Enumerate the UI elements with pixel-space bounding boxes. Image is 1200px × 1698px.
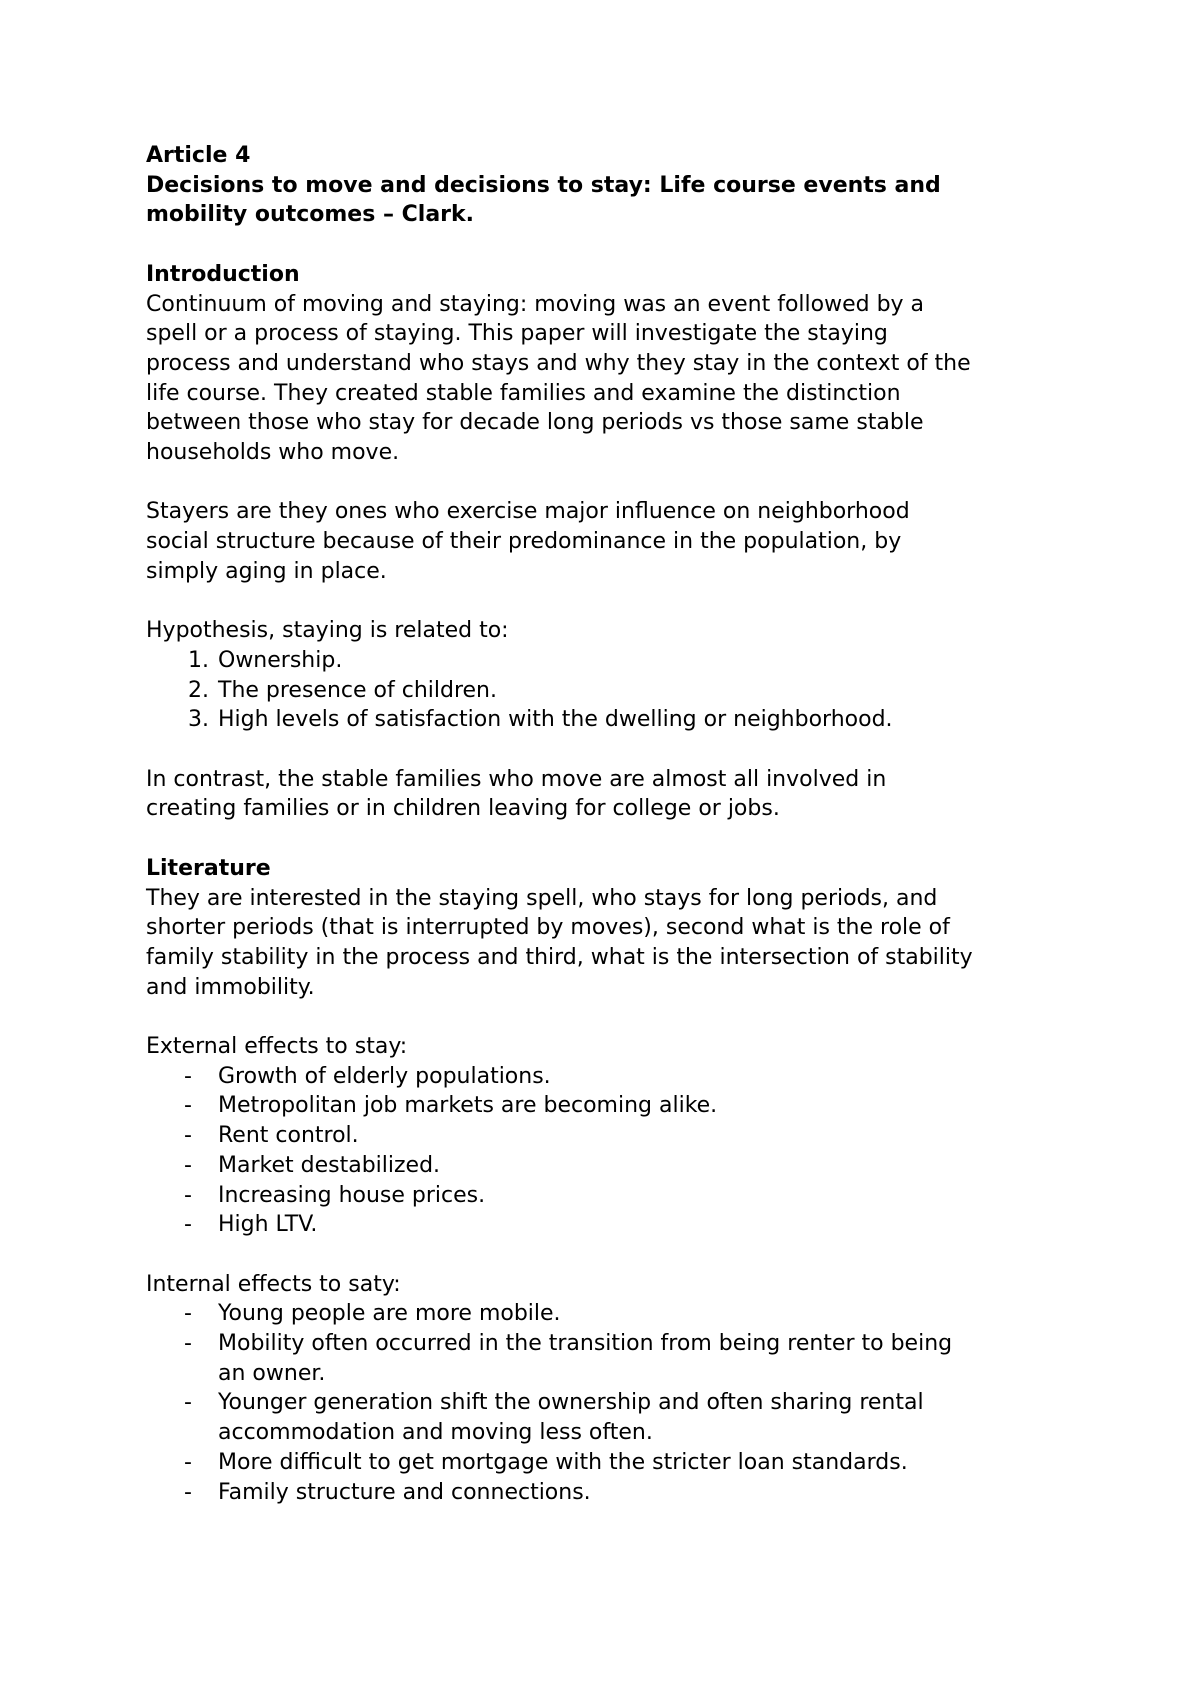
list-item [146,1448,1086,1478]
text-line: Continuum of moving and staying: moving was an event followed by a [146,291,925,317]
list-item-text: Growth of elderly populations. [218,1063,551,1089]
dash-bullet: - [184,1063,192,1089]
text-line: life course. They created stable families and examine the distinction [146,380,901,406]
text-line: social structure because of their predominance in the population, by [146,529,902,555]
list-item [146,1091,1086,1121]
list-item-text: an owner. [218,1360,326,1386]
dash-bullet: - [184,1479,192,1505]
text-line: spell or a process of staying. This paper will investigate the staying [146,321,888,347]
dash-bullet: - [184,1093,192,1119]
text-line: between those who stay for decade long periods vs those same stable [146,410,924,436]
text-line: households who move. [146,440,400,466]
literature-heading: Literature [146,855,271,881]
list-item-text: Family structure and connections. [218,1479,591,1505]
list-item [146,1329,1086,1388]
list-item [146,1388,1086,1447]
dash-bullet: - [184,1182,192,1208]
list-item-text: Increasing house prices. [218,1182,486,1208]
list-item-text: Market destabilized. [218,1152,441,1178]
list-item-text: High levels of satisfaction with the dwelling or neighborhood. [218,707,893,733]
list-number: 2. [188,677,209,703]
text-line: They are interested in the staying spell, who stays for long periods, and [146,885,938,911]
dash-bullet: - [184,1123,192,1149]
list-number: 1. [188,647,209,673]
list-item-text: Metropolitan job markets are becoming alike. [218,1093,718,1119]
text-line: and immobility. [146,974,315,1000]
list-item-text: Rent control. [218,1123,359,1149]
stayers-paragraph [146,497,1086,586]
text-line: process and understand who stays and why they stay in the context of the [146,350,971,376]
text-line: creating families or in children leaving for college or jobs. [146,796,780,822]
hypothesis-list [146,646,1086,735]
list-item [146,646,1086,676]
list-item [146,1210,1086,1240]
text-line: simply aging in place. [146,558,387,584]
document-page [146,141,1086,1507]
list-item-text: Mobility often occurred in the transition from being renter to being [218,1331,953,1357]
hypothesis-intro: Hypothesis, staying is related to: [146,618,509,644]
article-title-line: Decisions to move and decisions to stay: Life course events and [146,172,941,198]
text-line: In contrast, the stable families who move are almost all involved in [146,766,887,792]
internal-effects-intro: Internal effects to saty: [146,1271,401,1297]
list-item [146,1181,1086,1211]
article-number: Article 4 [146,143,251,168]
dash-bullet: - [184,1152,192,1178]
dash-bullet: - [184,1331,192,1357]
dash-bullet: - [184,1390,192,1416]
list-item [146,705,1086,735]
text-line: Stayers are they ones who exercise major influence on neighborhood [146,499,910,525]
contrast-paragraph [146,765,1086,824]
list-item-text: Younger generation shift the ownership and often sharing rental [218,1390,924,1416]
internal-effects-list [146,1299,1086,1507]
introduction-paragraph [146,290,1086,468]
text-line: family stability in the process and third, what is the intersection of stability [146,944,973,970]
external-effects-intro: External effects to stay: [146,1034,408,1059]
list-item-text: Ownership. [218,647,343,673]
dash-bullet: - [184,1301,192,1327]
literature-paragraph [146,884,1086,1003]
list-item [146,1151,1086,1181]
list-item-text: accommodation and moving less often. [218,1420,653,1446]
external-effects-list [146,1062,1086,1240]
list-item-text: Young people are more mobile. [218,1301,561,1327]
list-item [146,1478,1086,1508]
dash-bullet: - [184,1212,192,1238]
list-item [146,676,1086,706]
list-item [146,1299,1086,1329]
list-number: 3. [188,707,209,733]
list-item-text: The presence of children. [218,677,497,703]
list-item [146,1062,1086,1092]
dash-bullet: - [184,1449,192,1475]
list-item-text: More difficult to get mortgage with the stricter loan standards. [218,1449,908,1475]
introduction-heading: Introduction [146,261,300,287]
list-item [146,1121,1086,1151]
list-item-text: High LTV. [218,1212,318,1238]
text-line: shorter periods (that is interrupted by moves), second what is the role of [146,915,950,941]
article-title-line: mobility outcomes – Clark. [146,202,475,228]
